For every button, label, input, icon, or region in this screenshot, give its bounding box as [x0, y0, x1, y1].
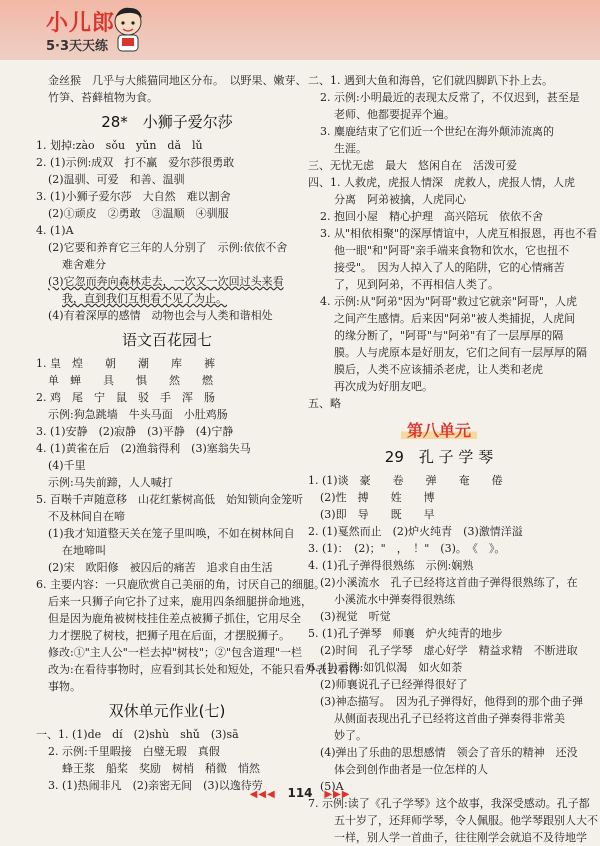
- answer-line: 改为:在看待事物时，应看到其长处和短处，不能只看外表去看待: [48, 663, 360, 676]
- answer-line: 三、无忧无虑 最大 悠闲自在 活泼可爱: [308, 159, 517, 172]
- answer-line: (3)它忽而奔向森林走去，一次又一次回过头来看: [48, 275, 284, 288]
- answer-line: 事物。: [48, 680, 81, 693]
- answer-line: 2. (1)戛然而止 (2)炉火纯青 (3)激情洋溢: [308, 525, 523, 538]
- answer-line: 体会到创作曲者是一位怎样的人: [334, 763, 488, 776]
- answer-line: 难舍难分: [62, 258, 106, 271]
- answer-line: 分离 阿弟被擒，人虎同心: [334, 193, 466, 206]
- answer-line: 他一眼"和"阿哥"亲手端来食物和饮水，它也扭不: [334, 244, 570, 257]
- answer-line: 生涯。: [334, 142, 367, 155]
- answer-line: 之间产生感情。后来因"阿弟"被人类捕捉，人虎间: [334, 312, 576, 325]
- answer-line: (3)即 导 既 早: [320, 508, 435, 521]
- brand-subtitle: 5·3天天练: [46, 39, 109, 54]
- answer-line: (2)时间 孔子学琴 虚心好学 精益求精 不断进取: [320, 644, 578, 657]
- next-arrows-icon: ▶▶▶: [324, 789, 351, 800]
- answer-line: (2)它要和养育它三年的人分别了 示例:依依不舍: [48, 241, 288, 254]
- answer-line: 金丝猴 几乎与大熊猫同地区分布。 以野果、嫩芽、: [48, 74, 307, 87]
- answer-line: 从侧面表现出孔子已经将这首曲子弹奏得非常美: [334, 712, 565, 725]
- answer-line: 了，见到阿弟，不再相信人类了。: [334, 278, 499, 291]
- answer-line: 1. 划掉:zào sǒu yǔn dǎ lǔ: [36, 139, 203, 152]
- answer-line: (2)①顽皮 ②勇敢 ③温顺 ④驯服: [48, 207, 229, 220]
- answer-line: (4)千里: [48, 459, 86, 472]
- unit-title: [308, 422, 570, 441]
- page-number: 114: [287, 786, 313, 800]
- answer-line: 力才摆脱了树枝，把狮子甩在后面，才摆脱狮子。: [48, 629, 290, 642]
- answer-line: 示例:马失前蹄，人人喊打: [48, 476, 173, 489]
- answer-line: 在地啼叫: [62, 544, 106, 557]
- unit-title-text: 第八单元: [401, 422, 477, 439]
- brand-title: 小儿郎: [46, 11, 116, 36]
- answer-line: 不及林间自在啼: [48, 510, 125, 523]
- answer-line: 5. (1)孔子弹琴 师襄 炉火纯青的地步: [308, 627, 503, 640]
- answer-line: 修改:①"主人公"一栏去掉"树枝"；②"包含道理"一栏: [48, 646, 303, 659]
- answer-line: 1. 皇 煌 朝 潮 库 裤: [36, 357, 215, 370]
- answer-line: (1)我才知道整天关在笼子里叫唤，不如在树林间自: [48, 527, 295, 540]
- answer-line: (2)性 搏 姓 博: [320, 491, 435, 504]
- answer-line: 单 蝉 具 惧 然 燃: [48, 374, 213, 387]
- answer-line: 1. (1)谈 豪 卷 弹 奄 倦: [308, 474, 503, 487]
- mascot-icon: [108, 4, 148, 54]
- answer-line: 2. 示例:小明最近的表现太反常了，不仅迟到，甚至是: [320, 91, 580, 104]
- prev-arrows-icon: ◀◀◀: [249, 789, 276, 800]
- page-footer: [0, 786, 600, 800]
- answer-line: 5. 百啭千声随意移 山花红紫树高低 始知锁向金笼听: [36, 493, 303, 506]
- answer-line: 3. (1)小狮子爱尔莎 大自然 难以割舍: [36, 190, 231, 203]
- brand-logo: [46, 6, 115, 54]
- answer-line: 示例:狗急跳墙 牛头马面 小肚鸡肠: [48, 408, 228, 421]
- answer-line: 蜂王浆 船桨 奖励 树梢 稍微 悄然: [62, 762, 260, 775]
- answer-line: 6. (1)示例:如饥似渴 如火如荼: [308, 661, 463, 674]
- answer-line: 妙了。: [334, 729, 367, 742]
- answer-line: 一、1. (1)de dí (2)shù shǔ (3)sā: [36, 728, 239, 741]
- answer-line: 后来一只狮子向它扑了过来，鹿用四条细腿拼命地逃，: [48, 595, 312, 608]
- answer-line: (2)师襄说孔子已经弹得很好了: [320, 678, 468, 691]
- answer-line: 4. (1)孔子弹得很熟练 示例:娴熟: [308, 559, 474, 572]
- answer-line: (2)温驯、可爱 和善、温驯: [48, 173, 185, 186]
- answer-line: 7. 示例:读了《孔子学琴》这个故事，我深受感动。孔子都: [308, 797, 590, 810]
- section-heading: 29 孔 子 学 琴: [384, 448, 494, 466]
- answer-line: 2. 抱回小屋 精心护理 高兴陪玩 依依不舍: [320, 210, 543, 223]
- section-heading: 语文百花园七: [121, 331, 212, 349]
- answer-line: 竹笋、苔藓植物为食。: [48, 91, 158, 104]
- answer-line: 一样，别人学一首曲子，往往刚学会就追不及待地学: [334, 831, 587, 844]
- answer-line: 4. (1)黄雀在后 (2)渔翁得利 (3)塞翁失马: [36, 442, 251, 455]
- answer-line: 我，直到我们互相看不见了为止。: [62, 292, 227, 305]
- answer-line: 膜。人与虎原本是好朋友，它们之间有一层厚厚的隔: [334, 346, 587, 359]
- answer-line: (4)弹出了乐曲的思想感情 领会了音乐的精神 还没: [320, 746, 578, 759]
- answer-line: (2)小溪流水 孔子已经将这首曲子弹得很熟练了，在: [320, 576, 578, 589]
- answer-line: 接受"。 因为人掉入了人的陷阱，它的心情痛苦: [334, 261, 565, 274]
- answer-line: 老师、他都要捉弄个遍。: [334, 108, 455, 121]
- answer-line: 4. (1)A: [36, 224, 74, 237]
- answer-line: 小溪流水中弹奏得很熟练: [334, 593, 455, 606]
- right-column: [308, 72, 598, 846]
- answer-line: 再次成为好朋友吧。: [334, 380, 433, 393]
- answer-line: 四、1. 人救虎，虎报人情深 虎救人，虎报人情，人虎: [308, 176, 575, 189]
- answer-line: 3. (1)： (2)；" ， ！" (3)。 《 》。: [308, 542, 506, 555]
- answer-line: (3)视觉 听觉: [320, 610, 391, 623]
- answer-line: 2. 示例:千里暇接 白璧无瑕 真假: [48, 745, 220, 758]
- answer-line: 五十岁了，还拜师学琴，令人佩服。他学琴跟别人大不: [334, 814, 598, 827]
- answer-line: 2. 鸡 尾 宁 鼠 驳 手 浑 肠: [36, 391, 215, 404]
- answer-line: 膜后，人类不应该捕杀老虎，让人类和老虎: [334, 363, 543, 376]
- section-heading: 双休单元作业(七): [108, 702, 226, 720]
- answer-line: 3. 从"相依相聚"的深厚情谊中，人虎互相报恩，再也不看: [320, 227, 598, 240]
- answer-line: 二、1. 遇到大鱼和海兽，它们就四脚趴下扑上去。: [308, 74, 553, 87]
- answer-line: 3. 麋鹿结束了它们近一个世纪在海外颠沛流离的: [320, 125, 554, 138]
- answer-line: 4. 示例:从"阿弟"因为"阿哥"救过它就亲"阿哥"，人虎: [320, 295, 578, 308]
- answer-line: 五、略: [308, 397, 341, 410]
- answer-line: 2. (1)示例:成双 打不赢 爱尔莎很勇敢: [36, 156, 235, 169]
- answer-line: 3. (1)热闹非凡 (2)亲密无间 (3)以逸待劳: [48, 779, 263, 792]
- answer-line: (4)有着深厚的感情 动物也会与人类和谐相处: [48, 309, 273, 322]
- answer-line: (2)宋 欧阳修 被囚后的痛苦 追求自由生活: [48, 561, 273, 574]
- section-heading: 28* 小狮子爱尔莎: [101, 113, 233, 131]
- answer-line: 6. 主要内容：一只鹿欣赏自己美丽的角，讨厌自己的细腿。: [36, 578, 325, 591]
- answer-line: (3)神态描写。 因为孔子弹得好，他得到的那个曲子弹: [320, 695, 584, 708]
- answer-line: (5)A: [320, 780, 344, 793]
- answer-line: 的缘分断了，"阿哥"与"阿弟"有了一层厚厚的隔: [334, 329, 564, 342]
- answer-line: 3. (1)安静 (2)寂静 (3)平静 (4)宁静: [36, 425, 234, 438]
- answer-line: 但是因为鹿角被树枝挂住差点被狮子抓住，它用尽全: [48, 612, 301, 625]
